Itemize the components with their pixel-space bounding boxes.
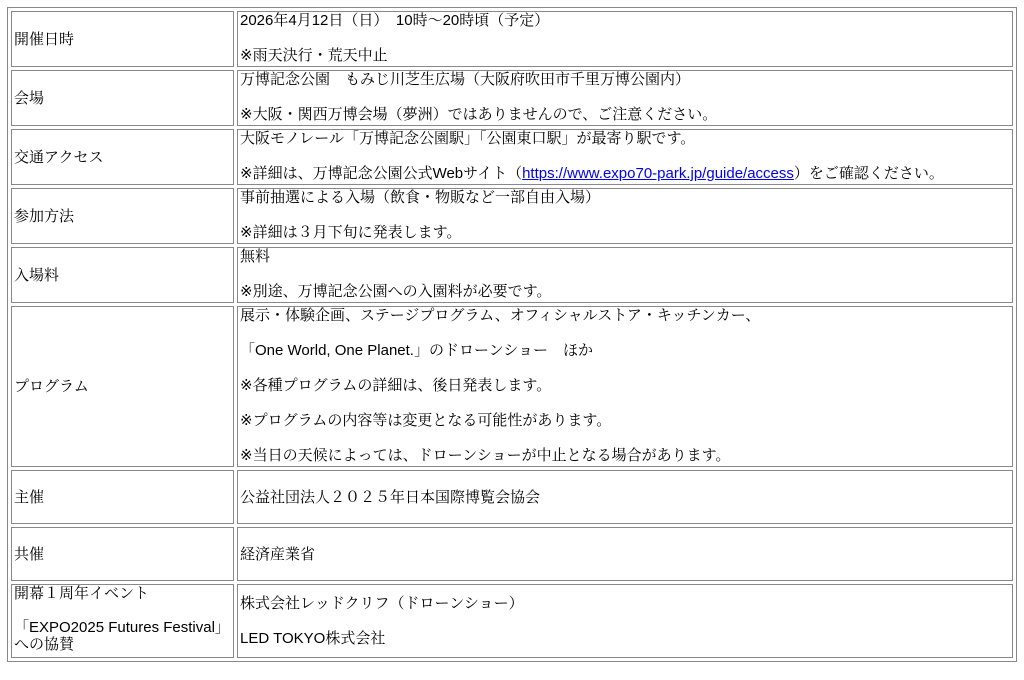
row-label-organizer: [11, 470, 234, 524]
row-label-program: [11, 306, 234, 467]
row-content-program: [237, 306, 1013, 467]
row-label-text: 会場: [14, 89, 45, 107]
table-row: [11, 527, 1013, 581]
access-link[interactable]: https://www.expo70-park.jp/guide/access: [522, 165, 794, 182]
program-note: ※プログラムの内容等は変更となる可能性があります。: [240, 412, 612, 429]
co-organizer-text: 経済産業省: [240, 545, 316, 563]
table-row: [11, 470, 1013, 524]
row-content-venue: [237, 70, 1013, 126]
table-row: [11, 11, 1013, 67]
access-note-prefix: ※詳細は、万博記念公園公式Webサイト（: [240, 165, 523, 182]
venue-text: 万博記念公園 もみじ川芝生広場（大阪府吹田市千里万博公園内）: [240, 71, 691, 88]
row-label-date: [11, 11, 234, 67]
row-content-organizer: [237, 470, 1013, 524]
row-label-participation: [11, 188, 234, 244]
row-content-fee: [237, 247, 1013, 303]
access-note-suffix: ）をご確認ください。: [793, 165, 944, 182]
row-content-date: [237, 11, 1013, 67]
row-label-fee: [11, 247, 234, 303]
participation-note: ※詳細は３月下旬に発表します。: [240, 224, 462, 241]
access-note: [240, 165, 1010, 182]
table-row: [11, 306, 1013, 467]
date-text: 2026年4月12日（日） 10時～20時頃（予定）: [240, 12, 550, 29]
row-label-text: 開催日時: [14, 30, 75, 48]
organizer-text: 公益社団法人２０２５年日本国際博覧会協会: [240, 488, 541, 506]
table-row: [11, 188, 1013, 244]
venue-note: ※大阪・関西万博会場（夢洲）ではありませんので、ご注意ください。: [240, 106, 718, 123]
participation-text: 事前抽選による入場（飲食・物販など一部自由入場）: [240, 189, 601, 206]
program-note: ※各種プログラムの詳細は、後日発表します。: [240, 377, 552, 394]
table-row: [11, 129, 1013, 185]
row-content-sponsors: [237, 584, 1013, 658]
program-line: 「One World, One Planet.」のドローンショー ほか: [240, 342, 593, 359]
row-label-co-organizer: [11, 527, 234, 581]
row-content-access: [237, 129, 1013, 185]
sponsor-label-line: 開幕１周年イベント: [14, 585, 150, 602]
row-label-text: 主催: [14, 488, 45, 506]
table-row: [11, 247, 1013, 303]
row-label-sponsors: [11, 584, 234, 658]
row-label-venue: [11, 70, 234, 126]
program-line: 展示・体験企画、ステージプログラム、オフィシャルストア・キッチンカー、: [240, 307, 761, 324]
sponsor-name: LED TOKYO株式会社: [240, 630, 386, 647]
row-content-participation: [237, 188, 1013, 244]
sponsor-label-line: 「EXPO2025 Futures Festival」への協賛: [14, 619, 230, 653]
weather-note: ※雨天決行・荒天中止: [240, 47, 388, 64]
row-label-text: 入場料: [14, 266, 60, 284]
table-row: [11, 70, 1013, 126]
table-row: [11, 584, 1013, 658]
row-label-text: 参加方法: [14, 207, 75, 225]
row-label-text: プログラム: [14, 378, 89, 395]
access-text: 大阪モノレール「万博記念公園駅」「公園東口駅」が最寄り駅です。: [240, 130, 696, 147]
row-label-access: [11, 129, 234, 185]
sponsor-name: 株式会社レッドクリフ（ドローンショー）: [240, 595, 524, 612]
event-info-table: [7, 7, 1017, 662]
row-content-co-organizer: [237, 527, 1013, 581]
fee-note: ※別途、万博記念公園への入園料が必要です。: [240, 283, 552, 300]
row-label-text: 交通アクセス: [14, 148, 104, 166]
program-note: ※当日の天候によっては、ドローンショーが中止となる場合があります。: [240, 447, 731, 464]
row-label-text: 共催: [14, 545, 45, 563]
fee-text: 無料: [240, 248, 271, 265]
